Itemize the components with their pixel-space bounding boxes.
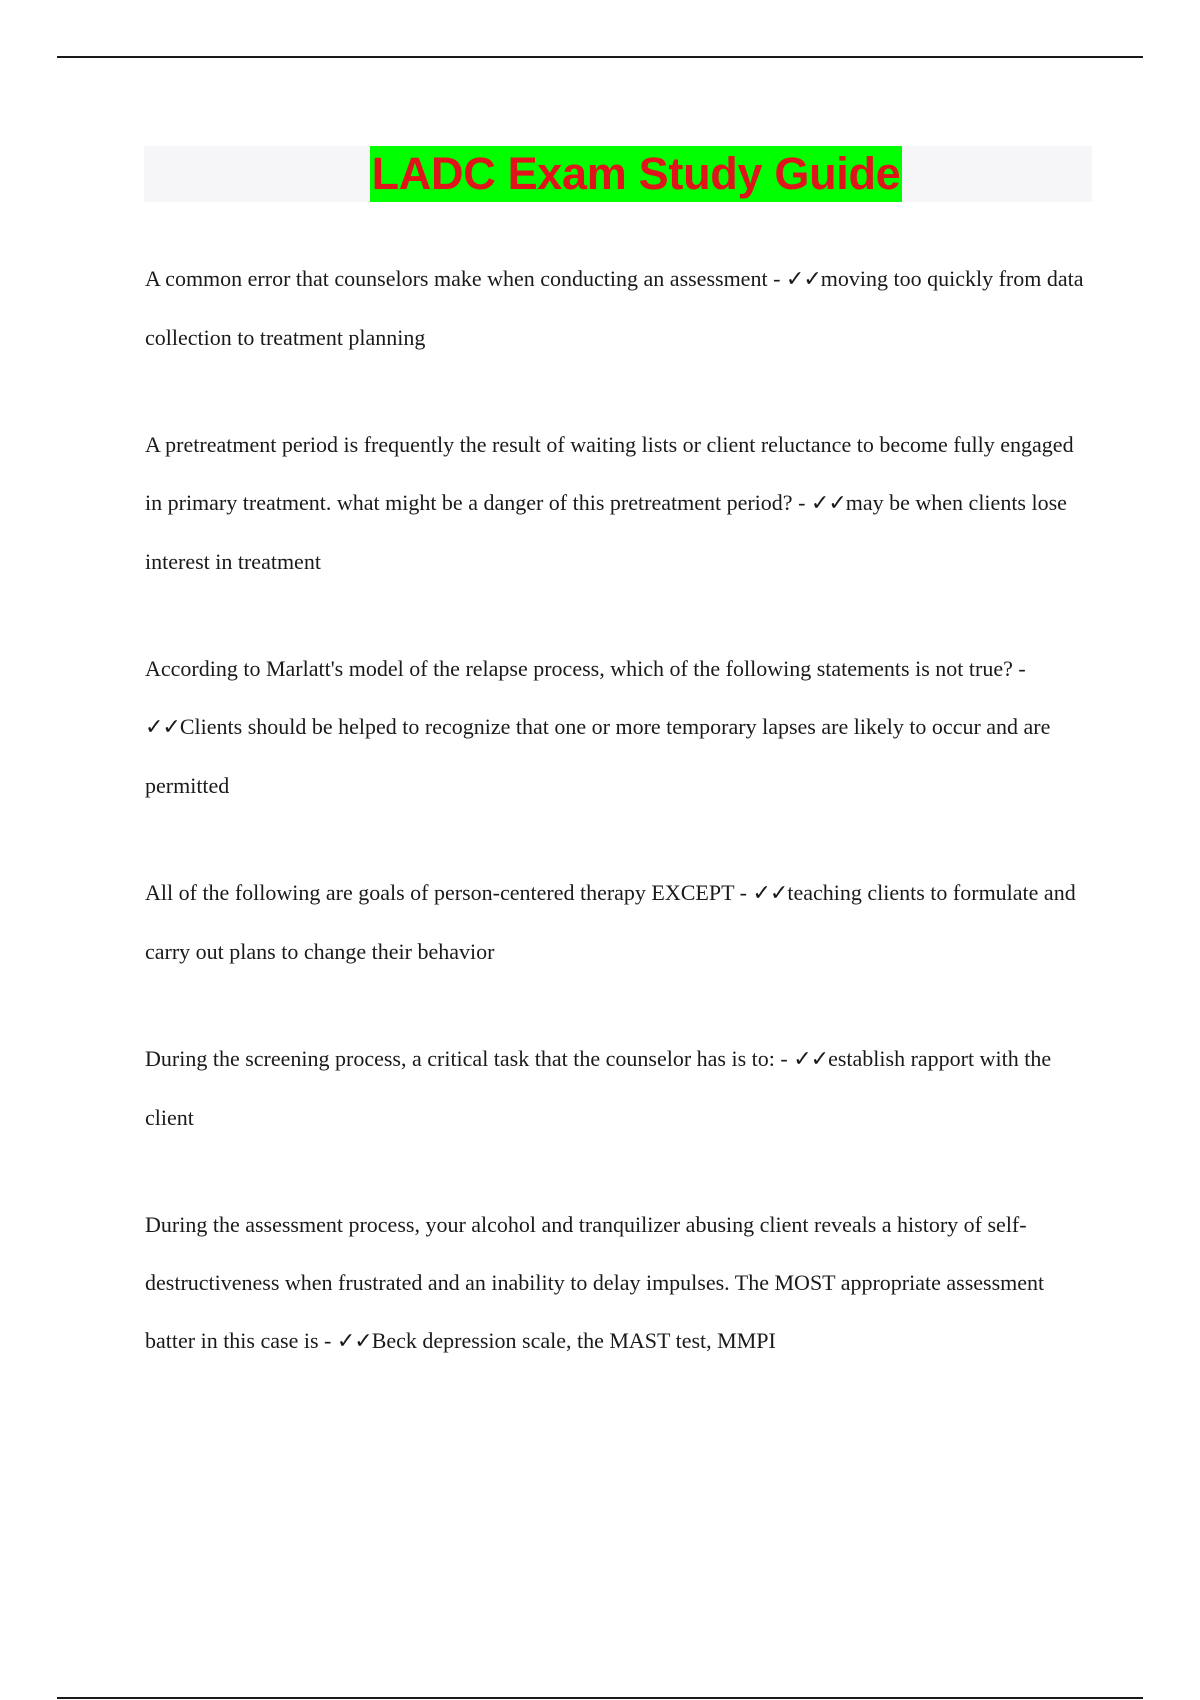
double-check-icon: ✓✓ [785,267,821,292]
double-check-icon: ✓✓ [336,1329,372,1354]
document-title: LADC Exam Study Guide [370,146,903,202]
double-check-icon: ✓✓ [793,1047,829,1072]
question-text: A common error that counselors make when conducting an assessment [145,266,768,291]
answer-text: moving too quickly from data collection to treatment planning [145,266,1084,350]
qa-item [145,1030,1095,1147]
answer-text: establish rapport with the client [145,1046,1052,1130]
double-check-icon: ✓✓ [810,491,846,516]
study-guide-content [145,250,1095,1420]
footer-rule [57,1697,1143,1699]
question-text: According to Marlatt's model of the relapse process, which of the following statements is not true? [145,656,1013,681]
question-text: During the screening process, a critical task that the counselor has is to: [145,1046,775,1071]
answer-text: may be when clients lose interest in treatment [145,490,1067,574]
question-text: All of the following are goals of person-centered therapy EXCEPT [145,880,735,905]
double-check-icon: ✓✓ [145,715,180,740]
answer-text: teaching clients to formulate and carry out plans to change their behavior [145,880,1076,964]
separator: - [734,880,753,905]
question-text: During the assessment process, your alcohol and tranquilizer abusing client reveals a history of self-destructiveness when frustrated and an inability to delay impulses. The MOST appropriate assessment batter in this case is [145,1212,1045,1353]
qa-item [145,416,1095,591]
qa-item [145,864,1095,981]
question-text: A pretreatment period is frequently the result of waiting lists or client reluctance to become fully engaged in primary treatment. what might be a danger of this pretreatment period? [145,432,1074,515]
answer-text: Clients should be helped to recognize that one or more temporary lapses are likely to occur and are permitted [145,714,1051,798]
answer-text: Beck depression scale, the MAST test, MMPI [371,1328,776,1353]
separator: - [318,1328,337,1353]
double-check-icon: ✓✓ [752,881,788,906]
separator: - [792,490,811,515]
qa-item [145,640,1095,815]
header-rule [57,56,1143,58]
qa-item [145,250,1095,367]
separator: - [774,1046,794,1071]
title-band [144,146,1092,202]
separator: - [1012,656,1026,681]
qa-item [145,1196,1095,1371]
separator: - [767,266,786,291]
